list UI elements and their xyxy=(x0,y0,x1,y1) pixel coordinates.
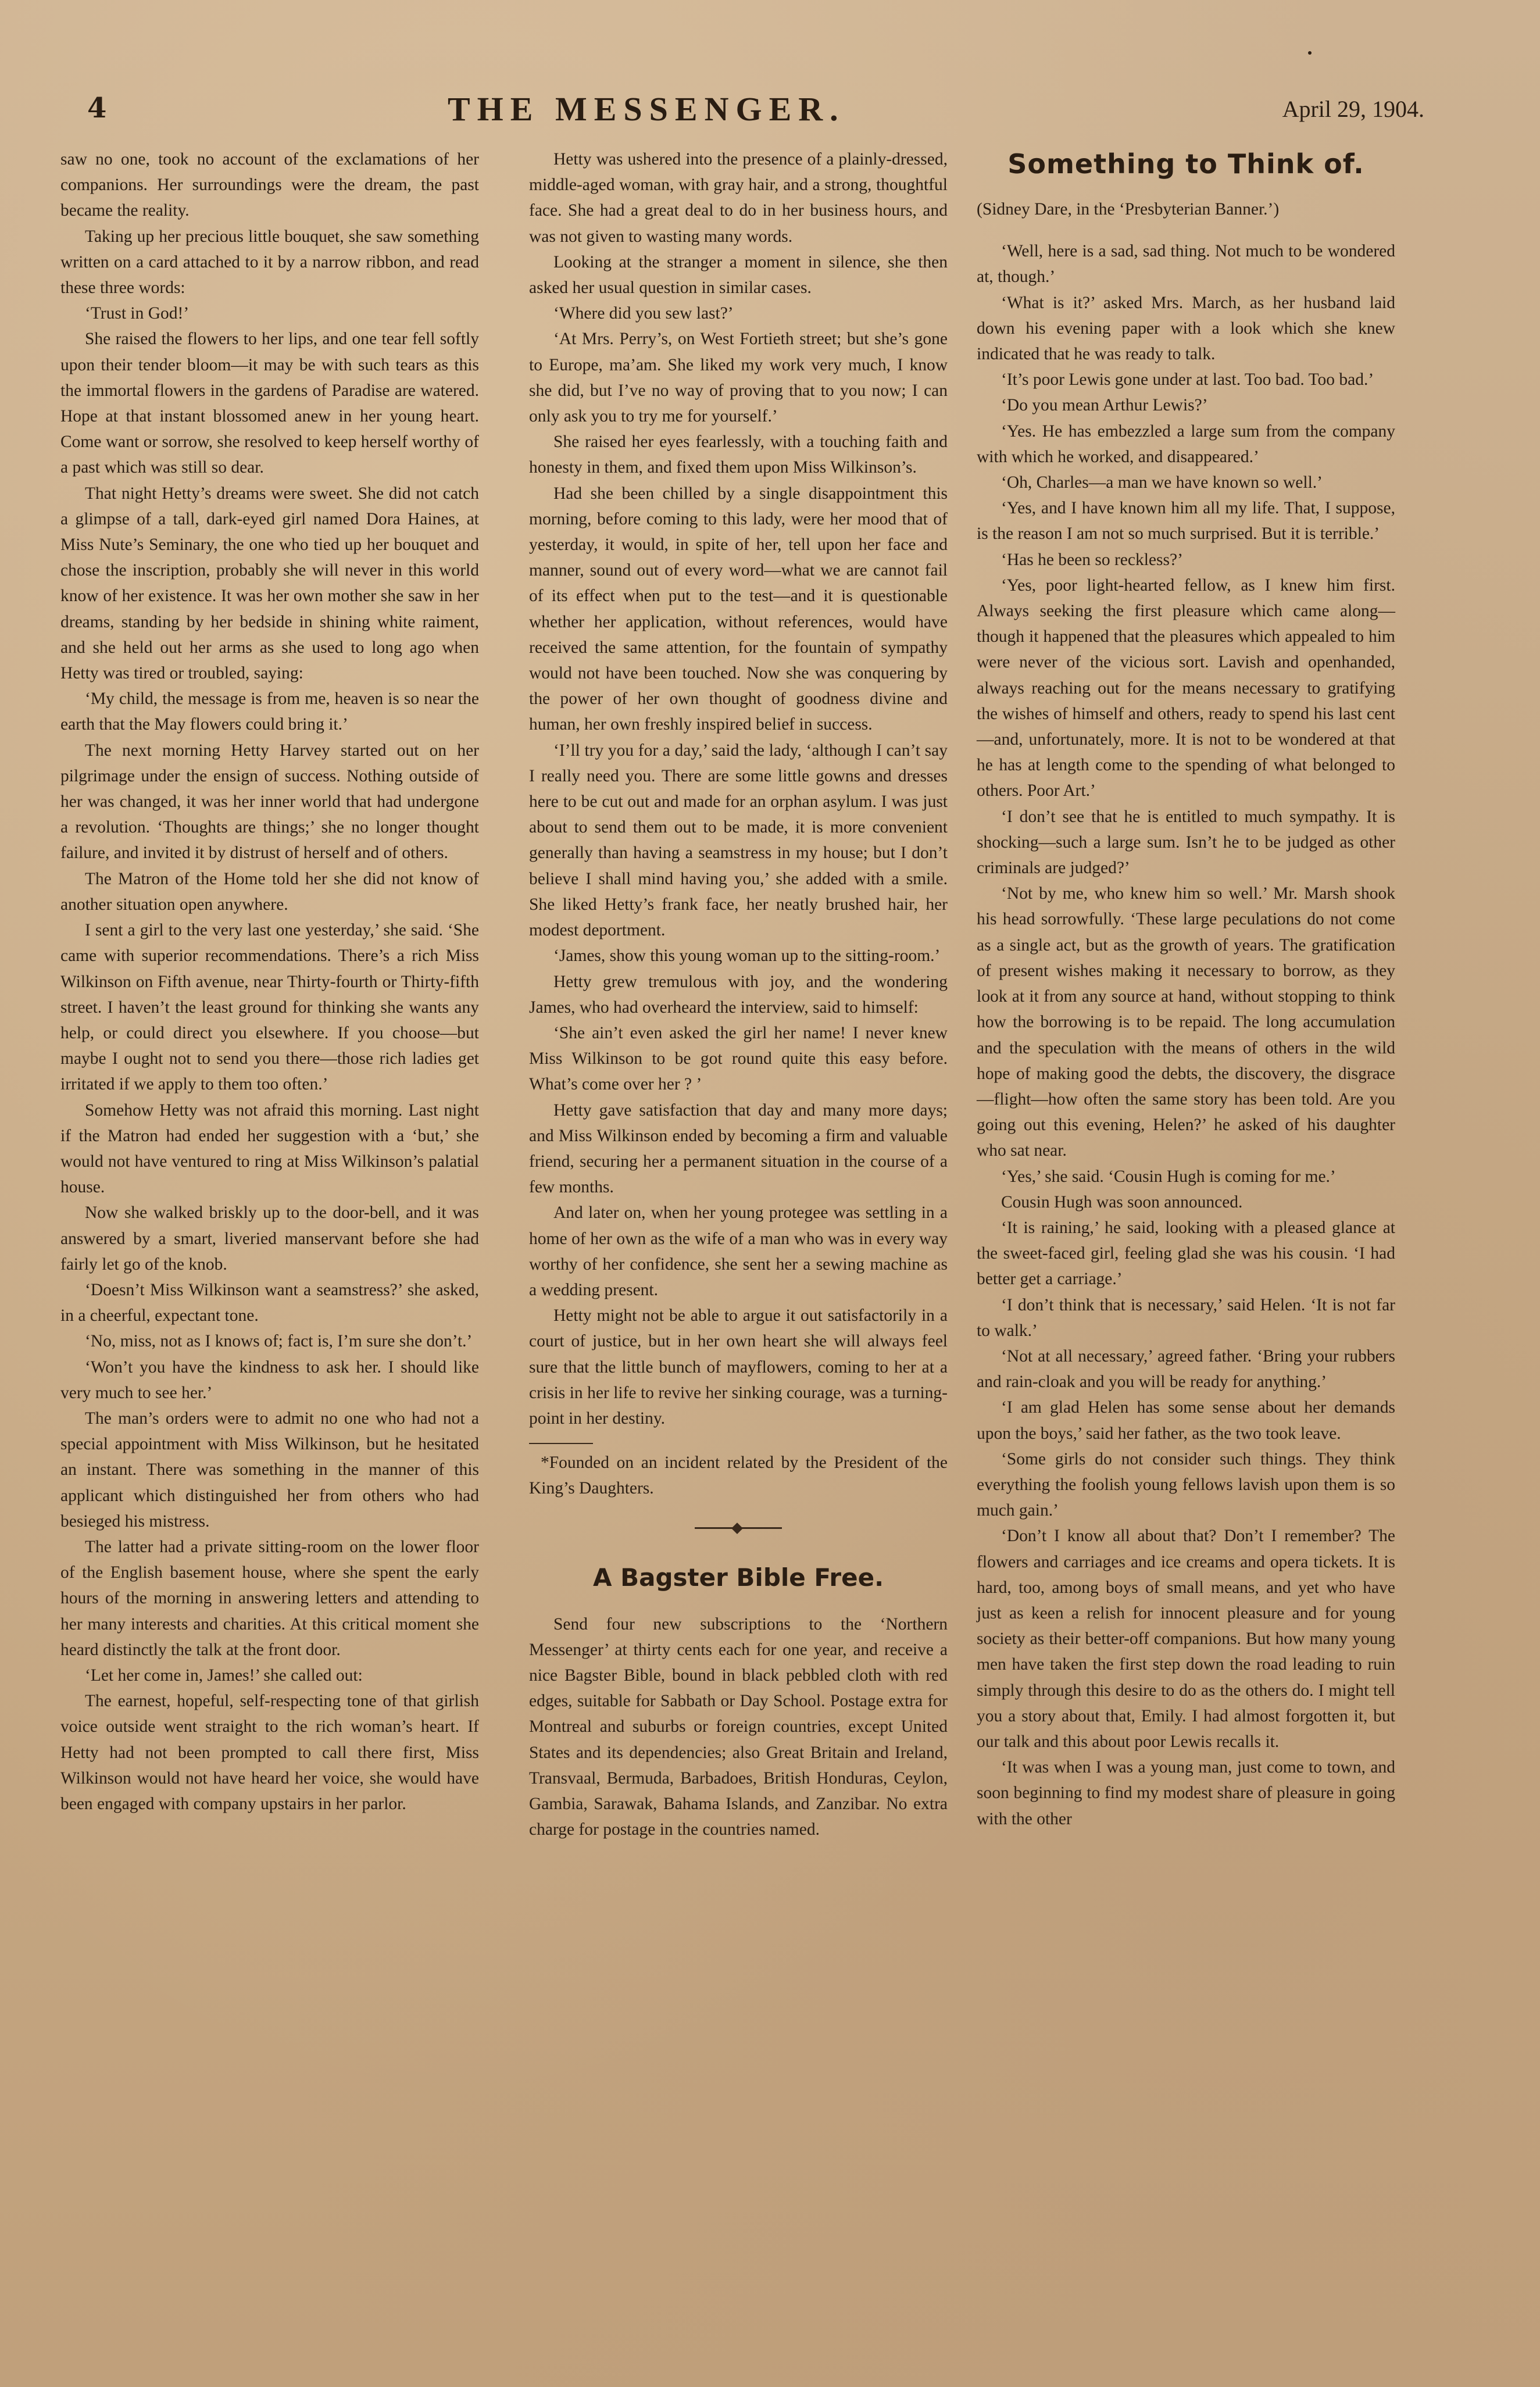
paragraph: ‘Yes, poor light-hearted fellow, as I knew him first. Always seeking the first pleasure which came along—though it happened that the pleasures which appealed to him were never of the vicious sort. Lavish and openhanded, always reaching out for the means necessary to gratifying the wishes of himself and others, ready to spend his last cent—and, unfortunately, more. It is not to be wondered at that he has at length come to the spending of what belonged to others. Poor Art.’ xyxy=(977,576,1395,801)
paragraph: ‘It’s poor Lewis gone under at last. Too bad. Too bad.’ xyxy=(1001,370,1374,390)
page-number: 4 xyxy=(87,92,107,124)
paragraph: Hetty grew tremulous with joy, and the wondering James, who had overheard the interview, said to himself: xyxy=(529,972,948,1017)
paragraph: ‘I am glad Helen has some sense about her demands upon the boys,’ said her father, as the two took leave. xyxy=(977,1398,1395,1443)
paragraph: She raised the flowers to her lips, and one tear fell softly upon their tender bloom—it may be with such tears as this the immortal flowers in the gardens of Paradise are watered. Hope at that instant blossomed anew in her young heart. Come want or sorrow, she resolved to keep herself worthy of a past which was still so dear. xyxy=(60,330,479,477)
paragraph: ‘Not at all necessary,’ agreed father. ‘Bring your rubbers and rain-cloak and you will be ready for anything.’ xyxy=(977,1346,1395,1392)
paragraph: The man’s orders were to admit no one who had not a special appointment with Miss Wilkinson, but he hesitated an instant. There was something in the manner of this applicant which distinguished her from others who had besieged his mistress. xyxy=(60,1409,479,1531)
paragraph: ‘Won’t you have the kindness to ask her. I should like very much to see her.’ xyxy=(60,1357,479,1402)
paragraph: ‘Some girls do not consider such things. They think everything the foolish young fellows lavish upon them is so much gain.’ xyxy=(977,1449,1395,1520)
paragraph: ‘It was when I was a young man, just come to town, and soon beginning to find my modest share of pleasure in going with the other xyxy=(977,1758,1395,1828)
paragraph: ‘No, miss, not as I knows of; fact is, I’m sure she don’t.’ xyxy=(85,1332,473,1351)
ad-text: Send four new subscriptions to the ‘Northern Messenger’ at thirty cents each for one year, and receive a nice Bagster Bible, bound in black pebbled cloth with red edges, suitable for Sabbath or Day School. Postage extra for Montreal and suburbs or foreign countries, except United States and its dependencies; also Great Britain and Ireland, Transvaal, Bermuda, Barbadoes, British Honduras, Ceylon, Gambia, Sarawak, Bahama Islands, and Zanzibar. No extra charge for postage in the countries named. xyxy=(529,1614,948,1839)
ad-heading: A Bagster Bible Free. xyxy=(592,1563,884,1592)
paragraph: ‘Oh, Charles—a man we have known so well.’ xyxy=(1001,473,1323,492)
paragraph: ‘I don’t see that he is entitled to much sympathy. It is shocking—such a large sum. Isn’t he to be judged as other criminals are judged?’ xyxy=(977,807,1395,878)
article-byline: (Sidney Dare, in the ‘Presbyterian Banner.’) xyxy=(977,200,1280,219)
issue-date: April 29, 1904. xyxy=(1282,96,1424,122)
paragraph: ‘Don’t I know all about that? Don’t I remember? The flowers and carriages and ice creams and opera tickets. It is hard, too, among boys of small means, and yet who have just as keen a relish for innocent pleasure and for young society as their better-off companions. But how many young men have taken the first step down the road leading to ruin simply through this desire to do as the others do. I might tell you a story about that, Emily. I had almost forgotten it, but our talk and this about poor Lewis recalls it. xyxy=(977,1527,1395,1751)
newspaper-title: THE MESSENGER. xyxy=(448,90,845,128)
paragraph: Had she been chilled by a single disappointment this morning, before coming to this lady, were her mood that of yesterday, it would, in spite of her, tell upon her face and manner, sound out of every word—what we are cannot fail of its effect when put to the test—and it is questionable whether her application, without references, would have received the same attention, for the fountain of sympathy would not have been touched. Now she was conquering by the power of her own thought of goodness divine and human, her own freshly inspired belief in success. xyxy=(529,484,948,734)
paragraph: saw no one, took no account of the exclamations of her companions. Her surroundings were the dream, the past became the reality. xyxy=(60,150,479,220)
paragraph: ‘It is raining,’ he said, looking with a pleased glance at the sweet-faced girl, feeling glad she was his cousin. ‘I had better get a carriage.’ xyxy=(977,1218,1395,1289)
paragraph: Hetty gave satisfaction that day and many more days; and Miss Wilkinson ended by becoming a firm and valuable friend, securing her a permanent situation in the course of a few months. xyxy=(529,1100,948,1197)
paragraph: The latter had a private sitting-room on the lower floor of the English basement house, where she spent the early hours of the morning in answering letters and attending to her many interests and charities. At this critical moment she heard distinctly the talk at the front door. xyxy=(60,1537,479,1659)
paragraph: ‘Let her come in, James!’ she called out: xyxy=(85,1666,363,1685)
article-heading: Something to Think of. xyxy=(1007,148,1364,180)
paragraph: ‘Yes. He has embezzled a large sum from the company with which he worked, and disappeared.’ xyxy=(977,421,1395,466)
paragraph: Taking up her precious little bouquet, she saw something written on a card attached to it by a narrow ribbon, and read these three words: xyxy=(60,227,479,298)
paragraph: Hetty was ushered into the presence of a plainly-dressed, middle-aged woman, with gray hair, and a strong, thoughtful face. She had a great deal to do in her business hours, and was not given to wasting many words. xyxy=(529,150,948,246)
paragraph: And later on, when her young protegee was settling in a home of her own as the wife of a man who was in every way worthy of her confidence, she sent her a sewing machine as a wedding present. xyxy=(529,1203,948,1299)
paragraph: ‘I’ll try you for a day,’ said the lady, ‘although I can’t say I really need you. There are some little gowns and dresses here to be cut out and made for an orphan asylum. I was just about to send them out to be made, it is more convenient generally than having a seamstress in my house; but I don’t believe I shall mind having you,’ she added with a smile. She liked Hetty’s frank face, her neatly brushed hair, her modest deportment. xyxy=(529,741,948,940)
paragraph: ‘Yes, and I have known him all my life. That, I suppose, is the reason I am not so much surprised. But it is terrible.’ xyxy=(977,499,1395,544)
paragraph: ‘Well, here is a sad, sad thing. Not much to be wondered at, though.’ xyxy=(977,242,1395,287)
paragraph: Cousin Hugh was soon announced. xyxy=(1001,1192,1243,1212)
paragraph: ‘Where did you sew last?’ xyxy=(553,304,734,323)
paragraph: ‘Doesn’t Miss Wilkinson want a seamstress?’ she asked, in a cheerful, expectant tone. xyxy=(60,1280,479,1325)
column-3 xyxy=(977,146,1395,1832)
paragraph: ‘Yes,’ she said. ‘Cousin Hugh is coming for me.’ xyxy=(1001,1167,1336,1186)
paragraph: ‘Has he been so reckless?’ xyxy=(1001,550,1183,569)
paragraph: ‘James, show this young woman up to the sitting-room.’ xyxy=(553,946,941,966)
paragraph: The earnest, hopeful, self-respecting tone of that girlish voice outside went straight to the rich woman’s heart. If Hetty had not been prompted to call there first, Miss Wilkinson would not have heard her voice, she would have been engaged with company upstairs in her parlor. xyxy=(60,1692,479,1813)
paragraph: Looking at the stranger a moment in silence, she then asked her usual question in similar cases. xyxy=(529,252,948,298)
footnote-rule xyxy=(529,1443,593,1444)
paragraph: ‘Not by me, who knew him so well.’ Mr. Marsh shook his head sorrowfully. ‘These large peculations do not come as a single act, but as the growth of years. The gratification of present wishes making it necessary to borrow, as they look at it from any source at hand, without stopping to think how the borrowing is to be repaid. The long accumulation and the speculation with the means of others in the wild hope of making good the debts, the discovery, the disgrace—flight—how often the same story has been told. Are you going out this evening, Helen?’ he asked of his daughter who sat near. xyxy=(977,884,1395,1160)
paragraph: Hetty might not be able to argue it out satisfactorily in a court of justice, but in her own heart she will always feel sure that the little bunch of mayflowers, coming to her at a crisis in her life to revive her sinking courage, was a turning-point in her destiny. xyxy=(529,1306,948,1428)
paragraph: I sent a girl to the very last one yesterday,’ she said. ‘She came with superior recommendations. There’s a rich Miss Wilkinson on Fifth avenue, near Thirty-fourth or Thirty-fifth street. I haven’t the least ground for thinking she wants any help, or could direct you elsewhere. If you choose—but maybe I ought not to send you there—those rich ladies get irritated if we apply to them too often.’ xyxy=(60,921,479,1094)
paragraph: ‘At Mrs. Perry’s, on West Fortieth street; but she’s gone to Europe, ma’am. She liked my work very much, I know she did, but I’ve no way of proving that to you now; I can only ask you to try me for yourself.’ xyxy=(529,330,948,426)
paragraph: The Matron of the Home told her she did not know of another situation open anywhere. xyxy=(60,869,479,914)
print-speck xyxy=(1308,51,1312,55)
column-1 xyxy=(60,146,479,1817)
ornament-divider xyxy=(695,1527,782,1529)
paragraph: She raised her eyes fearlessly, with a touching faith and honesty in them, and fixed them upon Miss Wilkinson’s. xyxy=(529,433,948,477)
masthead xyxy=(87,92,1424,127)
paragraph: ‘She ain’t even asked the girl her name! I never knew Miss Wilkinson to be got round quite this easy before. What’s come over her ? ’ xyxy=(529,1023,948,1094)
paragraph: ‘What is it?’ asked Mrs. March, as her husband laid down his evening paper with a look which she knew indicated that he was ready to talk. xyxy=(977,293,1395,364)
paragraph: Somehow Hetty was not afraid this morning. Last night if the Matron had ended her suggestion with a ‘but,’ she would not have ventured to ring at Miss Wilkinson’s palatial house. xyxy=(60,1100,479,1197)
paragraph: Now she walked briskly up to the door-bell, and it was answered by a smart, liveried manservant before she had fairly let go of the knob. xyxy=(60,1203,479,1274)
footnote: *Founded on an incident related by the President of the King’s Daughters. xyxy=(529,1453,948,1498)
paragraph: The next morning Hetty Harvey started out on her pilgrimage under the ensign of success. Nothing outside of her was changed, it was her inner world that had undergone a revolution. ‘Thoughts are things;’ she no longer thought failure, and invited it by distrust of herself and of others. xyxy=(60,741,479,863)
paragraph: That night Hetty’s dreams were sweet. She did not catch a glimpse of a tall, dark-eyed girl named Dora Haines, at Miss Nute’s Seminary, the one who tied up her bouquet and chose the inscription, probably she will never in this world know of her existence. It was her own mother she saw in her dreams, standing by her bedside in shining white raiment, and she held out her arms as she used to long ago when Hetty was tired or troubled, saying: xyxy=(60,484,479,683)
paragraph: ‘Trust in God!’ xyxy=(85,304,190,323)
column-2 xyxy=(529,146,948,1842)
paragraph: ‘My child, the message is from me, heaven is so near the earth that the May flowers could bring it.’ xyxy=(60,689,479,734)
paragraph: ‘I don’t think that is necessary,’ said Helen. ‘It is not far to walk.’ xyxy=(977,1295,1395,1340)
paragraph: ‘Do you mean Arthur Lewis?’ xyxy=(1001,396,1208,415)
